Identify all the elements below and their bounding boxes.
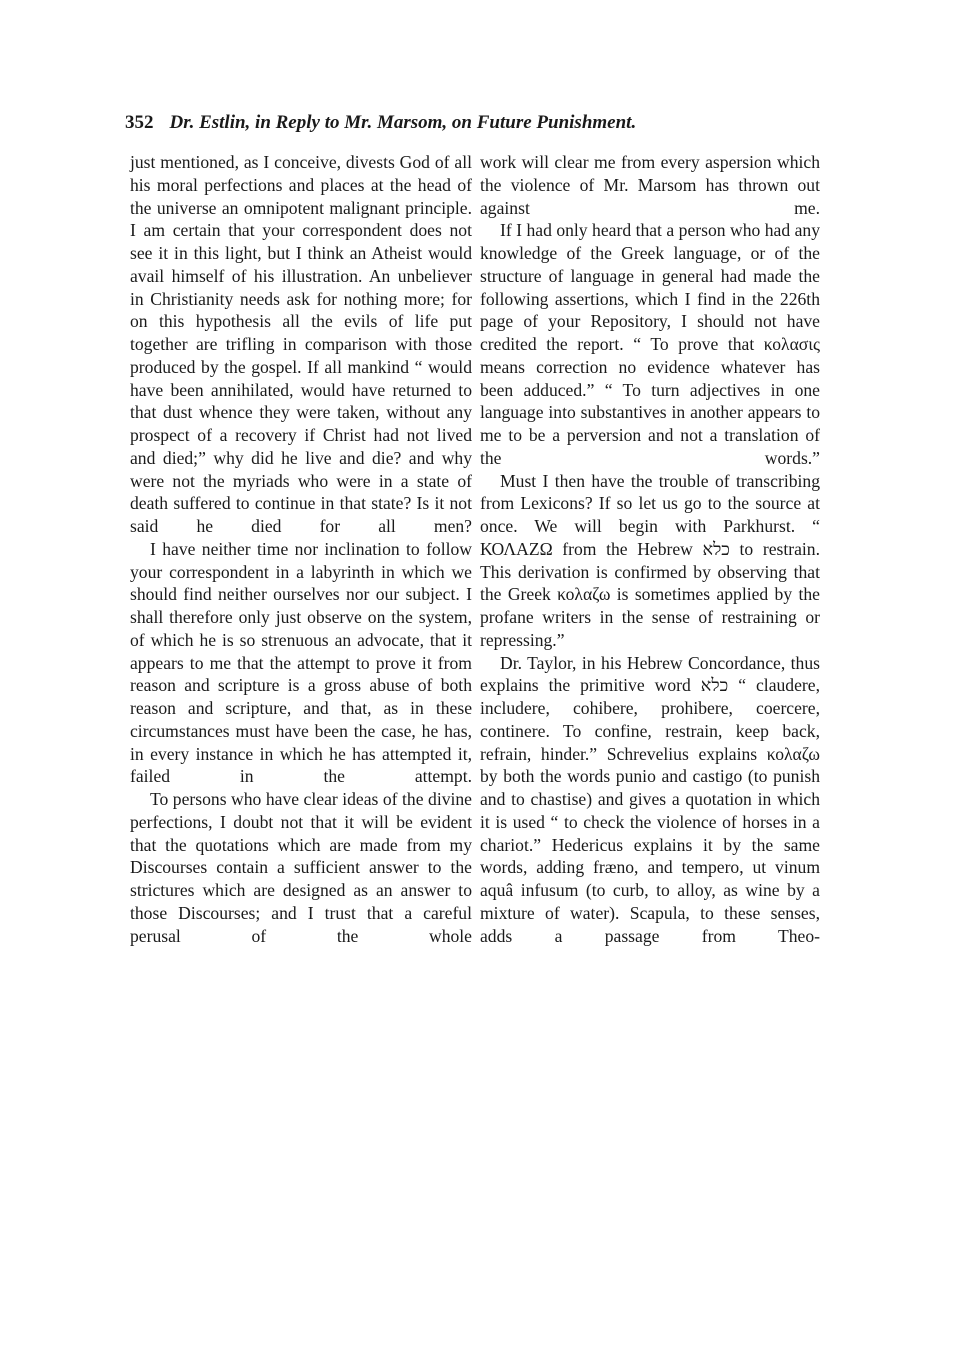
- paragraph: work will clear me from every aspersion which the violence of Mr. Marsom has thrown out against me.: [480, 152, 820, 218]
- running-header: [125, 112, 825, 134]
- left-column: [130, 151, 472, 947]
- paragraph: To persons who have clear ideas of the divine perfections, I doubt not that it will be evident that the quotations which are made from my Discourses contain a sufficient answer to the strictures which are designed as an answer to those Discourses; and I trust that a careful perusal of the whole: [130, 789, 472, 946]
- page-number: 352: [125, 112, 154, 133]
- paragraph: If I had only heard that a person who had any knowledge of the Greek language, or of the structure of language in general had made the following assertions, which I find in the 226th page of your Repository, I should not have credited the report. “ To prove that κολασις means correction no evidence whatever has been adduced.” “ To turn adjectives in one language into substantives in another appears to me to be a perversion and not a translation of the words.”: [480, 220, 820, 468]
- paragraph: I have neither time nor inclination to follow your correspondent in a labyrinth in which we should find neither ourselves nor our subject. I shall therefore only just observe on the system, of which he is so strenuous an advocate, that it appears to me that the attempt to prove it from reason and scripture is a gross abuse of both reason and scripture, and that, as in these circumstances must have been the case, he has, in every instance in which he has attempted it, failed in the attempt.: [130, 538, 472, 787]
- running-title: Dr. Estlin, in Reply to Mr. Marsom, on Future Punishment.: [169, 112, 637, 133]
- paragraph: Must I then have the trouble of transcribing from Lexicons? If so let us go to the source at once. We will begin with Parkhurst. “ ΚΟΛΑΖΩ from the Hebrew כלא to restrain. This derivation is confirmed by observing that the Greek κολαζω is sometimes applied by the profane writers in the sense of restraining or repressing.”: [480, 470, 820, 650]
- paragraph: just mentioned, as I conceive, divests God of all his moral perfections and places at the head of the universe an omnipotent malignant principle. I am certain that your correspondent does not see it in this light, but I think an Atheist would avail himself of his illustration. An unbeliever in Christianity needs ask for nothing more; for on this hypothesis all the evils of life put together are trifling in comparison with those produced by the gospel. If all mankind “ would have been annihilated, would have returned to that dust whence they were taken, without any prospect of a recovery if Christ had not lived and died;” why did he live and die? and why were not the myriads who were in a state of death suffered to continue in that state? Is it not said he died for all men?: [130, 152, 472, 536]
- right-column: [480, 151, 820, 947]
- paragraph: Dr. Taylor, in his Hebrew Concordance, thus explains the primitive word כלא “ claudere, includere, cohibere, prohibere, coercere, continere. To confine, restrain, keep back, refrain, hinder.” Schrevelius explains κολαζω by both the words punio and castigo (to punish and to chastise) and gives a quotation in which it is used “ to check the violence of horses in a chariot.” Hedericus explains it by the same words, adding fræno, and tempero, ut vinum aquâ infusum (to curb, to alloy, as wine by a mixture of water). Scapula, to these senses, adds a passage from Theo-: [480, 652, 820, 946]
